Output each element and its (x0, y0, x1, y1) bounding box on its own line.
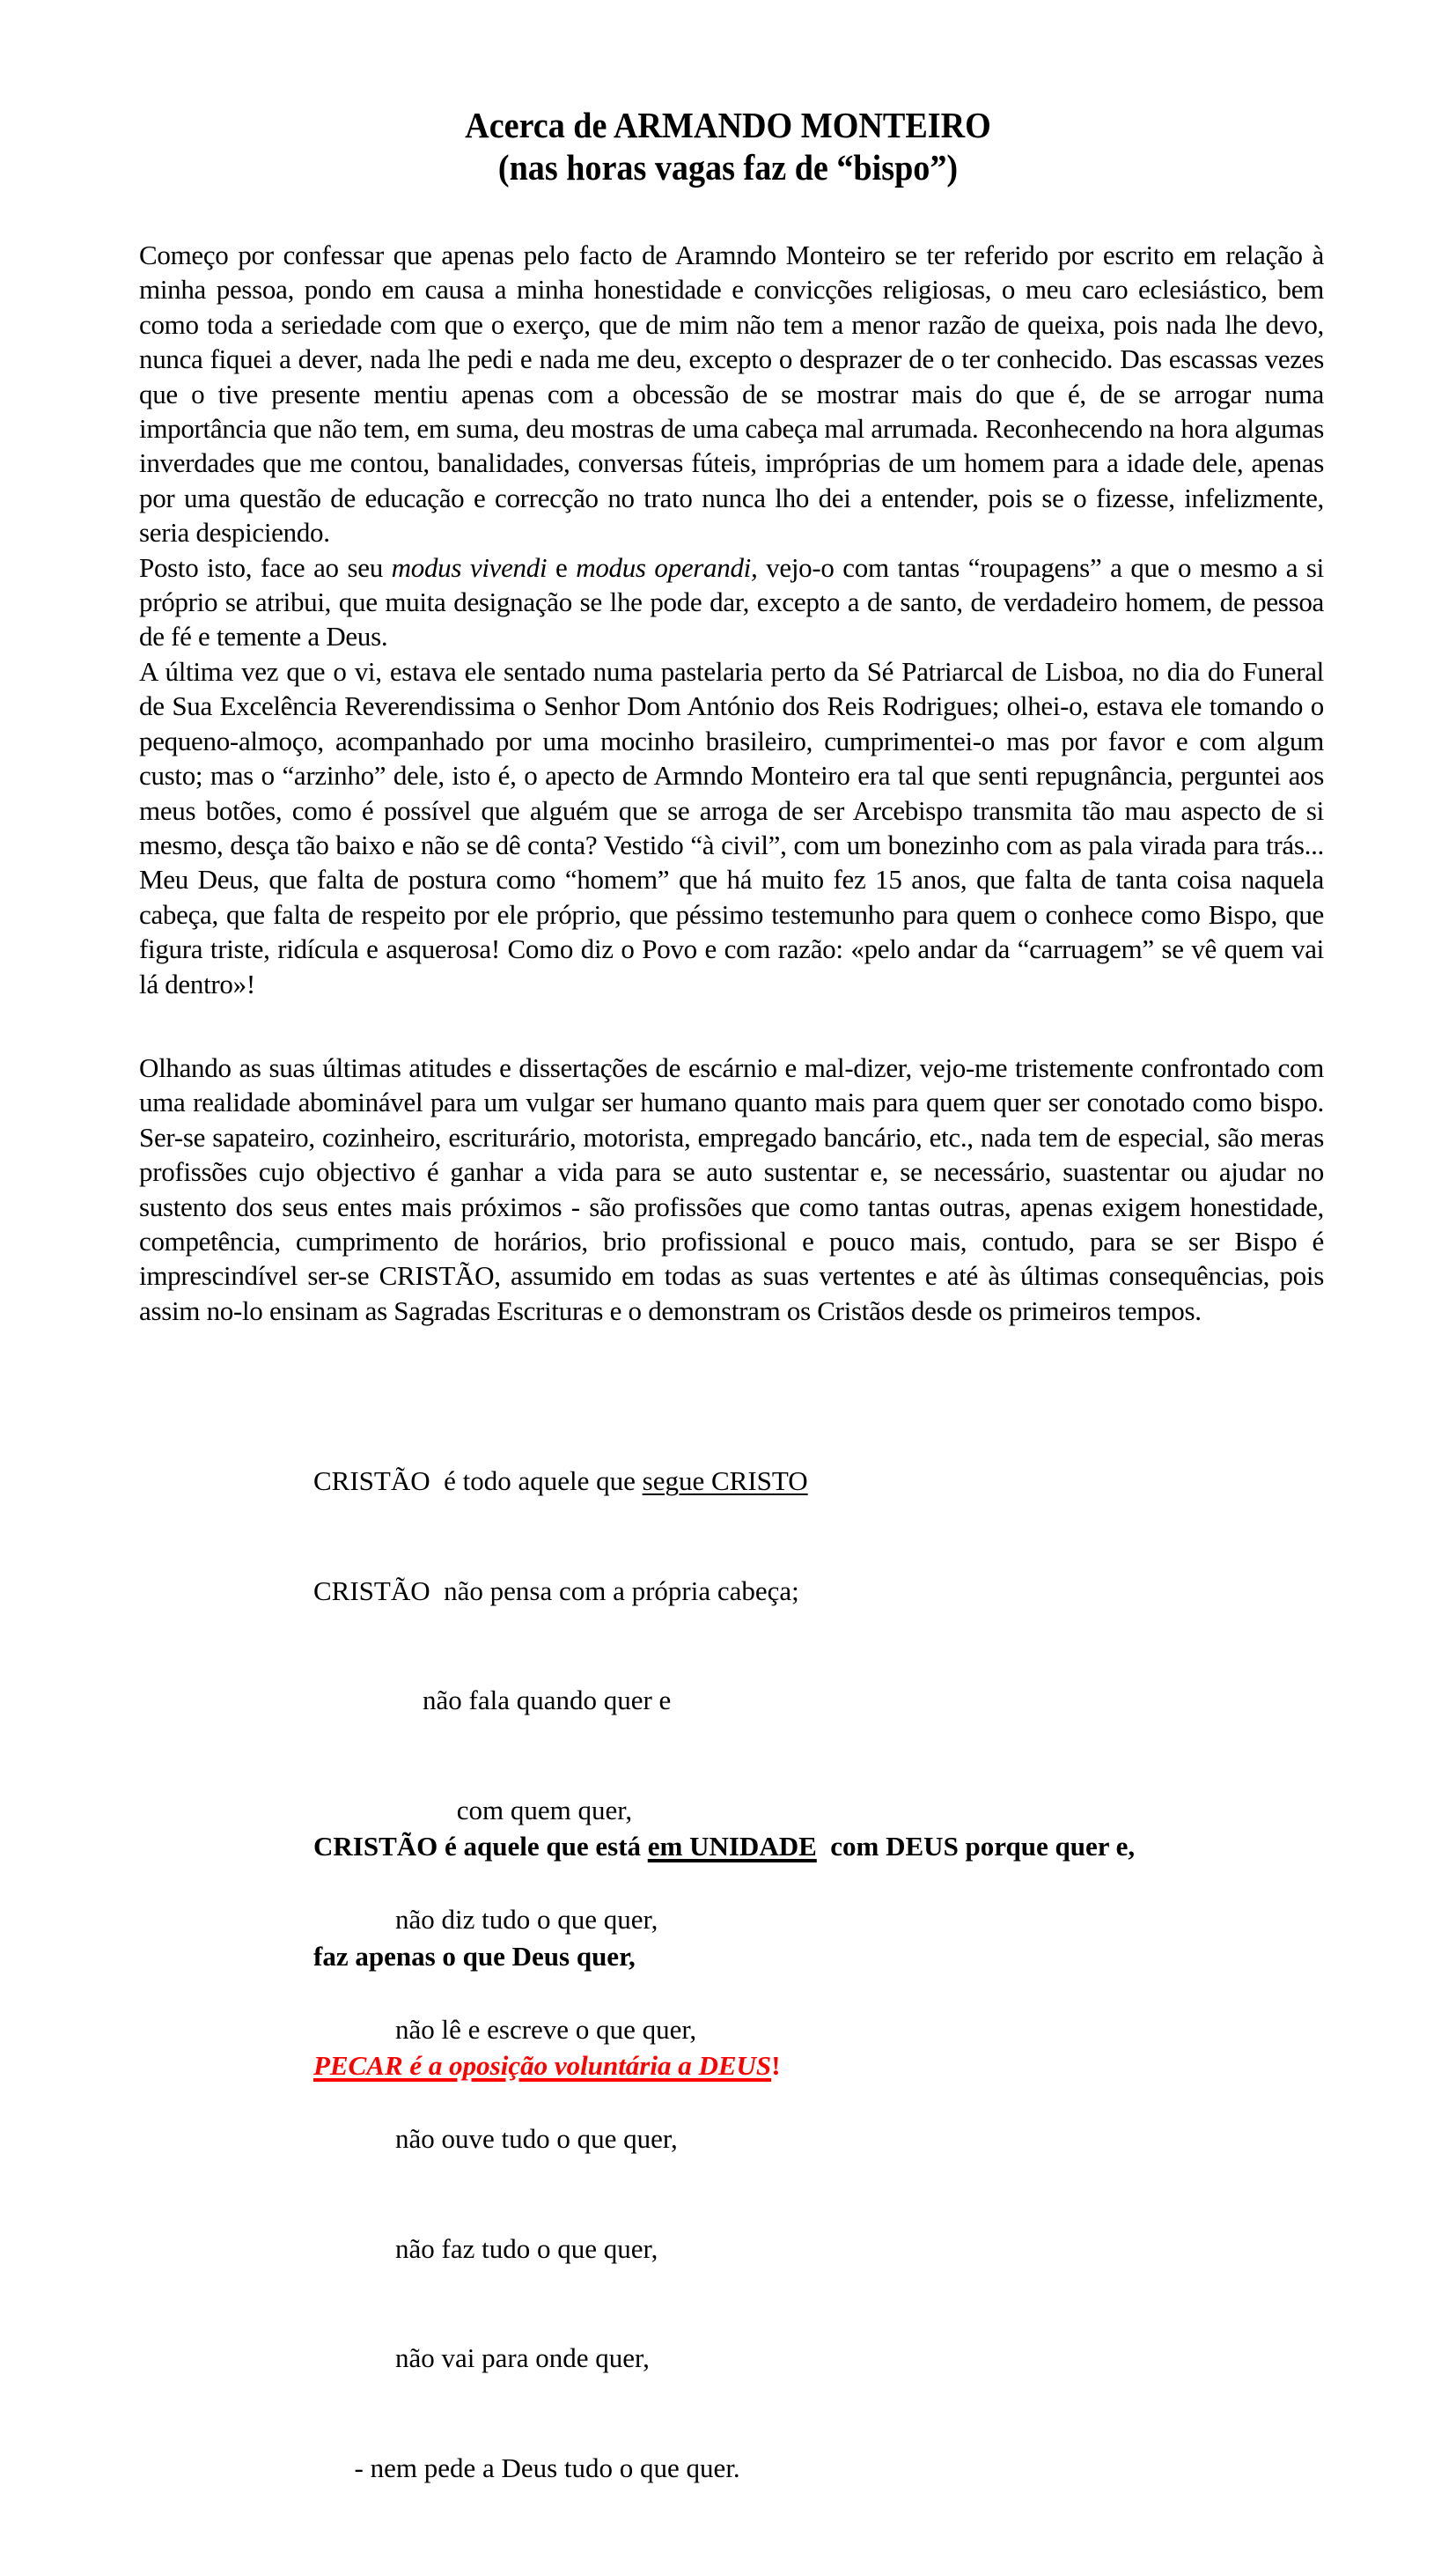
document-subtitle: (nas horas vagas faz de “bispo”) (497, 147, 959, 188)
section-1-text (139, 238, 1324, 1001)
red-emphasis-statement: PECAR é a oposição voluntária a DEUS (313, 2050, 772, 2081)
paragraph-2-text-c: vejo-o com tantas “roupagens” a que o mesmo a si próprio se atribui, que muita designação se lhe pode dar, excepto a de santo, de verdadeiro homem, de pessoa de fé e temente a Deus. (139, 551, 1324, 653)
paragraph-2 (139, 550, 1324, 654)
underlined-phrase-em-unidade: em UNIDADE (647, 1831, 817, 1862)
poem-line-6: não lê e escreve o que quer, (313, 2013, 697, 2045)
paragraph-2-text-b: e (547, 551, 577, 583)
latin-term-modus-vivendi: modus vivendi (391, 551, 548, 583)
paragraph-3-text: A última vez que o vi, estava ele sentado numa pastelaria perto da Sé Patriarcal de Lisboa, no dia do Funeral de Sua Excelência Reverendissima o Senhor Dom António dos Reis Rodrigues; olhei-o, estava ele tomando o pequeno-almoço, acompanhado por uma mocinho brasileiro, cumprimentei-o mas por favor e com algum custo; mas o “arzinho” dele, isto é, o apecto de Armndo Monteiro era tal que senti repugnância, perguntei aos meus botões, como é possível que alguém que se arroga de ser Arcebispo transmita tão mau aspecto de si mesmo, desça tão baixo e não se dê conta? Vestido “à civil”, com um bonezinho com as pala virada para trás... Meu Deus, que falta de postura como “homem” que há muito fez 15 anos, que falta de tanta coisa naquela cabeça, que falta de respeito por ele próprio, que péssimo testemunho para quem o conhece como Bispo, que figura triste, ridícula e asquerosa! Como diz o Povo e com razão: «pelo andar da “carruagem” se vê quem vai lá dentro»! (139, 655, 1324, 999)
closing-line-1-tail: com DEUS porque quer e, (816, 1831, 1136, 1862)
closing-exclamation: ! (771, 2050, 781, 2081)
poem-line-7: não ouve tudo o que quer, (313, 2123, 678, 2154)
poem-line-10: - nem pede a Deus tudo o que quer. (313, 2452, 740, 2483)
closing-line-1 (313, 1828, 1135, 1865)
closing-line-1-lead: CRISTÃO é aquele que está (313, 1831, 648, 1862)
closing-line-3 (313, 2047, 1135, 2084)
poem-line-9: não vai para onde quer, (313, 2342, 650, 2373)
paragraph-1 (139, 238, 1324, 550)
closing-statement (313, 1755, 1135, 2157)
document-title: Acerca de ARMANDO MONTEIRO (465, 105, 991, 145)
section-2-text (139, 1051, 1324, 1328)
paragraph-3 (139, 654, 1324, 1001)
poem-line-2: CRISTÃO não pensa com a própria cabeça; (313, 1574, 799, 1606)
title-block (0, 104, 1456, 188)
closing-line-2: faz apenas o que Deus quer, (313, 1940, 636, 1972)
poem-line-1 (313, 1463, 808, 1500)
poem-line-3: não fala quando quer e (313, 1685, 672, 1715)
poem-line-4: com quem quer, (313, 1794, 633, 1825)
latin-term-modus-operandi: modus operandi, (576, 551, 758, 583)
poem-line-5: não diz tudo o que quer, (313, 1904, 658, 1935)
paragraph-2-text-a: Posto isto, face ao seu (139, 551, 392, 583)
poem-line-1-text: CRISTÃO é todo aquele que (313, 1465, 643, 1496)
poem-line-8: não faz tudo o que quer, (313, 2232, 658, 2264)
paragraph-1-text: Começo por confessar que apenas pelo facto de Aramndo Monteiro se ter referido por escrito em relação à minha pessoa, pondo em causa a minha honestidade e convicções religiosas, o meu caro eclesiástico, bem como toda a seriedade com que o exerço, que de mim não tem a menor razão de queixa, pois nada lhe devo, nunca fiquei a dever, nada lhe pedi e nada me deu, excepto o desprazer de o ter conhecido. Das escassas vezes que o tive presente mentiu apenas com a obcessão de se mostrar mais do que é, de se arrogar numa importância que não tem, em suma, deu mostras de uma cabeça mal arrumada. Reconhecendo na hora algumas inverdades que me contou, banalidades, conversas fúteis, impróprias de um homem para a idade dele, apenas por uma questão de educação e correcção no trato nunca lho dei a entender, pois se o fizesse, infelizmente, seria despiciendo. (139, 240, 1324, 549)
underlined-phrase-segue-cristo: segue CRISTO (642, 1465, 808, 1496)
paragraph-4: Olhando as suas últimas atitudes e dissertações de escárnio e mal-dizer, vejo-me tristemente confrontado com uma realidade abominável para um vulgar ser humano quanto mais para quem quer ser conotado como bispo. Ser-se sapateiro, cozinheiro, escriturário, motorista, empregado bancário, etc., nada tem de especial, são meras profissões cujo objectivo é ganhar a vida para se auto sustentar e, se necessário, suastentar ou ajudar no sustento dos seus entes mais próximos - são profissões que como tantas outras, apenas exigem honestidade, competência, cumprimento de horários, brio profissional e pouco mais, contudo, para se ser Bispo é imprescindível ser-se CRISTÃO, assumido em todas as suas vertentes e até às últimas consequências, pois assim no-lo ensinam as Sagradas Escrituras e o demonstram os Cristãos desde os primeiros tempos. (139, 1052, 1324, 1326)
